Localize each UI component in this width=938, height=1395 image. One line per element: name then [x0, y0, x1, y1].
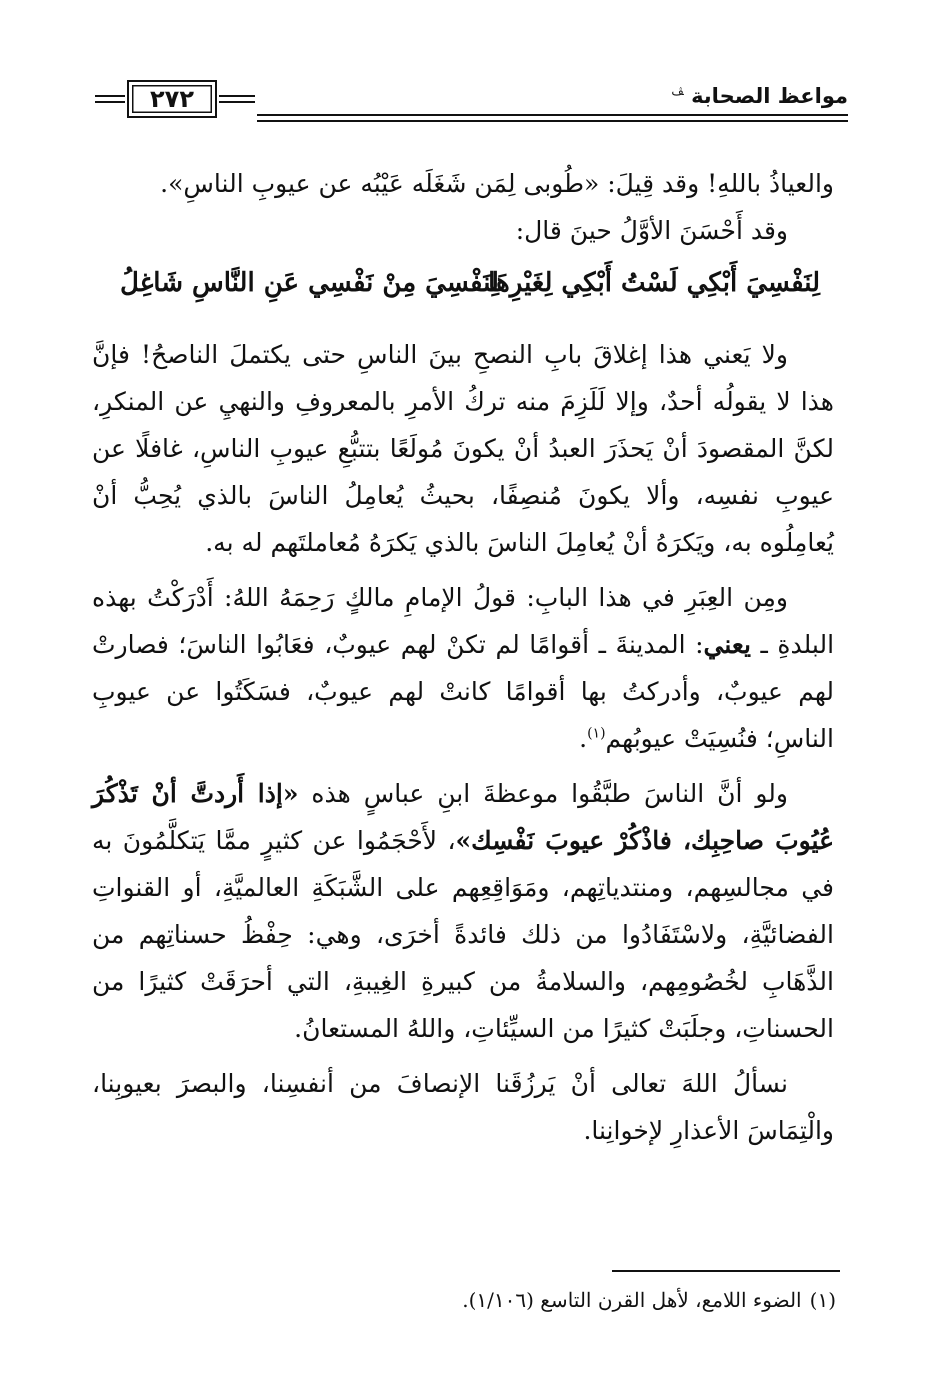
paragraph-5-part-b: ، لأَحْجَمُوا عن كثيرٍ ممَّا يَتكلَّمُونَ به في مجالسِهم، ومنتدياتِهم، ومَوَاقِعِهم على الشَّبَكَةِ العالميَّةِ، أو القنواتِ الفضائيَّةِ، ولاسْتَفَادُوا من ذلك فائدةً أخرَى، وهي: حِفْظُ حسناتِهم من الذَّهَابِ لخُصُومِهم، والسلامةُ من كبيرةِ الغِيبةِ، التي أحرَقَتْ كثيرًا من الحسناتِ، وجلَبَتْ كثيرًا من السيِّئاتِ، واللهُ المستعانُ.	[92, 826, 834, 1043]
footnote-text: الضوء اللامع، لأهل القرن التاسع (١/١٠٦).	[462, 1288, 802, 1312]
footnote-reference[interactable]: (١)	[587, 725, 606, 742]
paragraph-4-part-a: ومِن العِبَرِ في هذا البابِ: قولُ الإمامِ مالكٍ رَحِمَهُ اللهُ: أَدْرَكْتُ بهذه البلدةِ ـ	[92, 583, 835, 659]
paragraph-2: وقد أَحْسَنَ الأوَّلُ حينَ قال:	[515, 216, 788, 245]
header-dash-left-2	[95, 101, 125, 103]
page-header	[95, 78, 848, 130]
running-title-text: مواعظ الصحابة	[691, 84, 848, 108]
header-dash-right-1	[219, 95, 255, 97]
honorific-symbol: ﭫ	[671, 84, 684, 98]
page-number-frame	[127, 80, 217, 118]
header-rule-1	[257, 114, 848, 116]
text-block-intro	[92, 160, 834, 254]
header-rule-2	[257, 120, 848, 122]
paragraph-5-quote: «إذا أَردتَّ أنْ تَذْكُرَ عُيُوبَ صاحِبِك، فاذْكُرْ عيوبَ نَفْسِك»	[92, 779, 835, 855]
poem-verse	[120, 268, 820, 318]
paragraph-4-end: .	[579, 724, 588, 753]
page-number: ٢٧٢	[150, 85, 194, 113]
paragraph-1: والعياذُ باللهِ! وقد قِيلَ: «طُوبى لِمَن شَغَلَه عَيْبُه عن عيوبِ الناسِ».	[160, 169, 834, 198]
footnote-number: (١)	[809, 1288, 836, 1312]
poem-first-hemistich: لِنَفْسِيَ أَبْكِي لَسْتُ أَبْكِي لِغَيْرِهَا	[488, 268, 820, 298]
footnote	[462, 1288, 836, 1312]
paragraph-4-bold: يعني	[703, 630, 751, 659]
paragraph-3: ولا يَعني هذا إغلاقَ بابِ النصحِ بينَ الناسِ حتى يكتملَ الناصحُ! فإنَّ هذا لا يقولُه أحدٌ، وإلا لَلَزِمَ منه تركُ الأمرِ بالمعروفِ والنهيِ عن المنكرِ، لكنَّ المقصودَ أنْ يَحذَرَ العبدُ أنْ يكونَ مُولَعًا بتتبُّعِ عيوبِ الناسِ، غافلًا عن عيوبِ نفسِه، وألا يكونَ مُنصِفًا، بحيثُ يُعامِلُ الناسَ بالذي يُحِبُّ أنْ يُعامِلُوه به، ويَكرَهُ أنْ يُعامِلَ الناسَ بالذي يَكرَهُ مُعاملتَهم له به.	[92, 340, 834, 557]
paragraph-4-part-b: : المدينةَ ـ أقوامًا لم تكنْ لهم عيوبٌ، فعَابُوا الناسَ؛ فصارتْ لهم عيوبٌ، وأدركتُ بها أقوامًا كانتْ لهم عيوبٌ، فسَكَتُوا عن عيوبِ الناسِ؛ فنُسِيَتْ عيوبُهم	[92, 630, 834, 753]
poem-second-hemistich: لِنَفْسِيَ مِنْ نَفْسِي عَنِ النَّاسِ شَاغِلُ	[120, 268, 499, 298]
paragraph-4	[92, 574, 834, 762]
header-dash-left-1	[95, 95, 125, 97]
paragraph-5	[92, 770, 834, 1052]
text-block-main	[92, 331, 834, 1154]
running-title	[671, 84, 848, 108]
paragraph-5-part-a: ولو أنَّ الناسَ طبَّقُوا موعظةَ ابنِ عباسٍ هذه	[311, 779, 788, 808]
header-dash-right-2	[219, 101, 255, 103]
footnote-separator	[612, 1270, 840, 1272]
paragraph-6: نسألُ اللهَ تعالى أنْ يَرزُقَنا الإنصافَ من أنفسِنا، والبصرَ بعيوبِنا، والْتِمَاسَ الأعذارِ لإخوانِنا.	[92, 1069, 834, 1145]
